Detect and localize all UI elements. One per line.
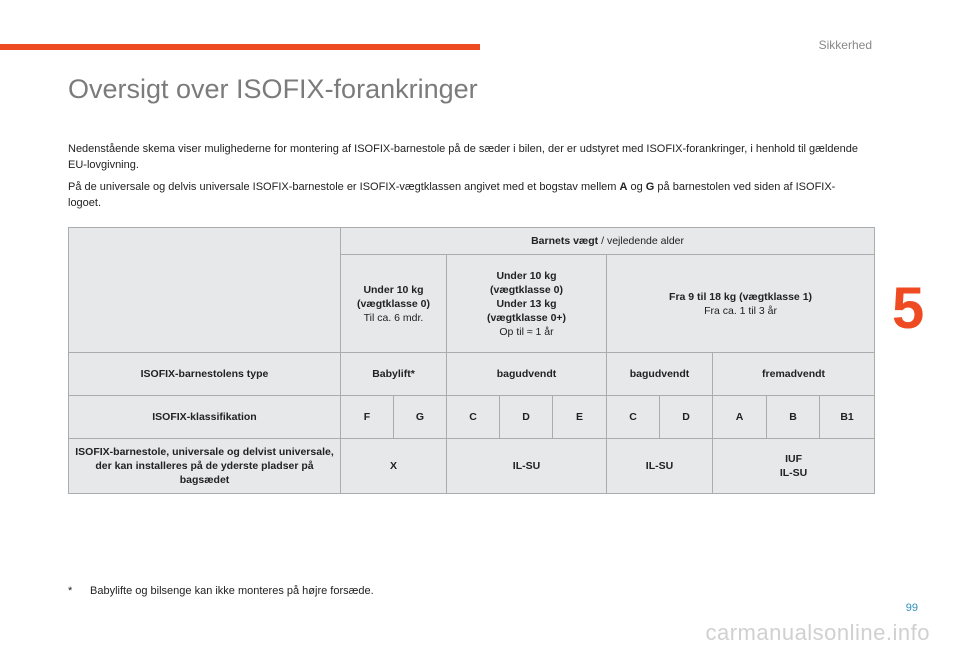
intro-paragraph-2: [68, 179, 868, 211]
class-cell: A: [713, 396, 767, 439]
group-0plus-class-a: (vægtklasse 0): [490, 283, 563, 296]
weight-header-rest: / vejledende alder: [598, 235, 684, 247]
group-0plus-weight-a: Under 10 kg: [496, 269, 557, 282]
seat-g0plus-value: IL-SU: [447, 439, 607, 494]
seat-g1-front-ilsu: IL-SU: [779, 467, 808, 479]
seat-row-label: ISOFIX-barnestole, universale og delvist universale, der kan installeres på de yderste pladser på bagsædet: [69, 439, 341, 494]
class-cell: G: [394, 396, 447, 439]
page-number: 99: [905, 602, 918, 614]
chapter-number: 5: [892, 276, 925, 341]
intro-p2-og: og: [627, 181, 646, 193]
intro-p2-text: På de universale og delvis universale ISOFIX-barnestole er ISOFIX-vægtklassen angivet med et bogstav mellem: [68, 181, 620, 193]
class-cell: D: [660, 396, 713, 439]
section-name: Sikkerhed: [818, 38, 872, 52]
intro-p2-end: på barnestolen ved siden af ISOFIX-logoet.: [68, 181, 836, 209]
class-row-label: ISOFIX-klassifikation: [69, 396, 341, 439]
footnote-text: Babylifte og bilsenge kan ikke monteres på højre forsæde.: [90, 585, 374, 597]
group-0-cell: [341, 255, 447, 353]
seat-babylift-value: X: [341, 439, 447, 494]
group-1-weight: Fra 9 til 18 kg (vægtklasse 1): [669, 290, 813, 303]
group-0plus-weight-b: Under 13 kg: [496, 297, 557, 310]
group-0plus-class-b: (vægtklasse 0+): [486, 311, 567, 324]
class-letter-a: A: [619, 181, 628, 193]
class-cell: C: [447, 396, 500, 439]
class-cell: B: [767, 396, 820, 439]
seat-g1-front-iuf: IUF: [785, 453, 802, 465]
weight-header: [341, 228, 875, 255]
type-bagudvendt-g0plus: bagudvendt: [447, 353, 607, 396]
group-0-age: Til ca. 6 mdr.: [363, 311, 424, 324]
section-accent-bar: [0, 44, 480, 50]
type-fremadvendt: fremadvendt: [713, 353, 875, 396]
class-cell: E: [553, 396, 607, 439]
group-0-class: (vægtklasse 0): [357, 297, 430, 310]
class-letter-g: G: [645, 181, 655, 193]
type-babylift: Babylift*: [341, 353, 447, 396]
table-corner-cell: [69, 228, 341, 353]
type-row-label: ISOFIX-barnestolens type: [69, 353, 341, 396]
page-title: Oversigt over ISOFIX-forankringer: [68, 74, 478, 104]
weight-header-bold: Barnets vægt: [531, 235, 599, 247]
footnote: [68, 585, 374, 597]
seat-g1-rear-value: IL-SU: [607, 439, 713, 494]
seat-g1-front-value: [713, 439, 875, 494]
class-cell: B1: [820, 396, 875, 439]
footnote-star: *: [68, 585, 73, 597]
group-1-age: Fra ca. 1 til 3 år: [704, 304, 778, 317]
group-1-cell: [607, 255, 875, 353]
group-0plus-cell: [447, 255, 607, 353]
watermark: carmanualsonline.info: [705, 620, 930, 645]
intro-text: [68, 141, 868, 217]
intro-paragraph-1: Nedenstående skema viser mulighederne for montering af ISOFIX-barnestole på de sæder i bilen, der er udstyret med ISOFIX-forankringer, i henhold til gældende EU-lovgivning.: [68, 143, 858, 171]
type-bagudvendt-g1: bagudvendt: [607, 353, 713, 396]
class-cell: D: [500, 396, 553, 439]
class-cell: C: [607, 396, 660, 439]
group-0-weight: Under 10 kg: [363, 283, 424, 296]
isofix-table: [68, 227, 875, 494]
group-0plus-age: Op til ≈ 1 år: [499, 325, 554, 338]
class-cell: F: [341, 396, 394, 439]
